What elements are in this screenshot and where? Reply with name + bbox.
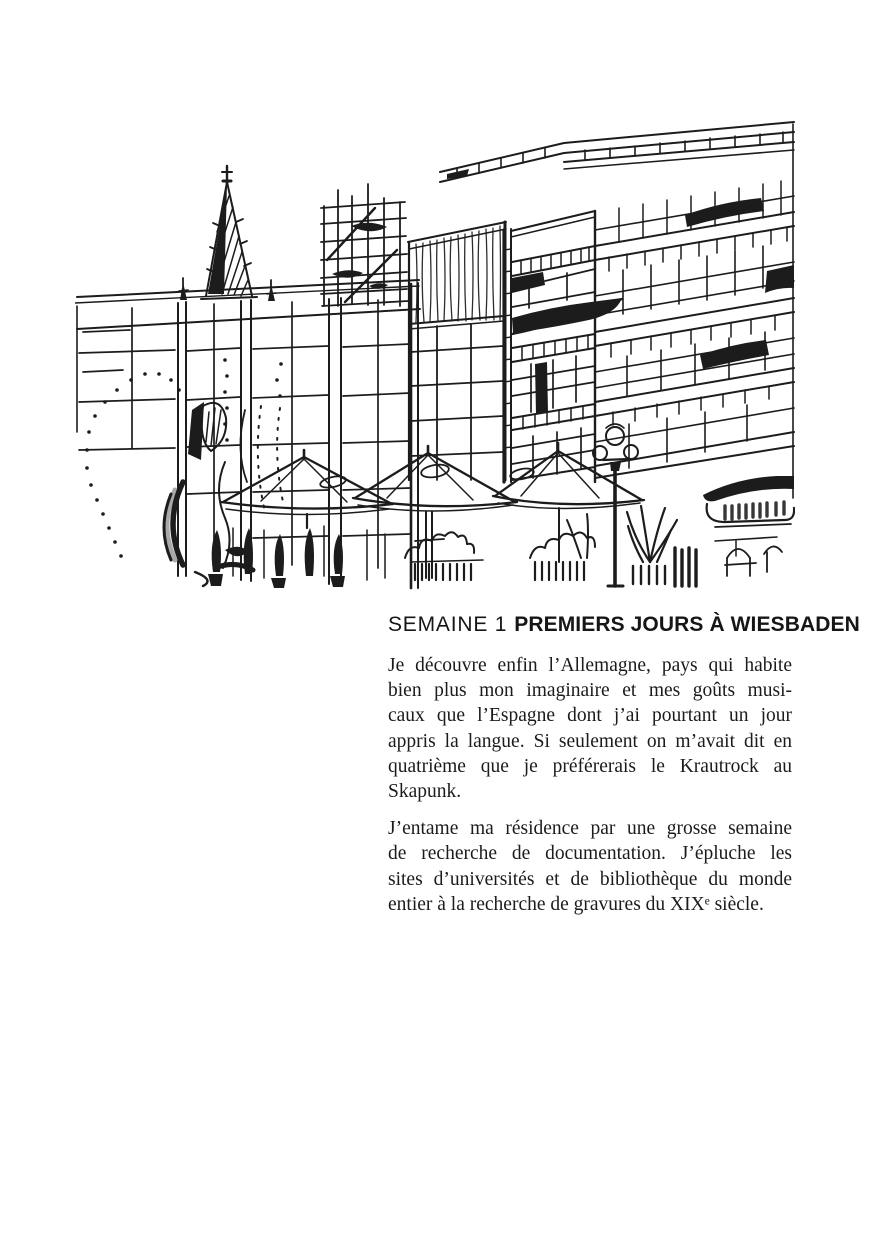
- paragraph-1: Je découvre enfin l’Allemagne, pays qui habite bien plus mon imaginaire et mes goûts musi- caux que l’Espagne dont j’ai pourtant un jour appris la langue. Si seulement on m’avait dit en quatrième que je préférerais le Krautrock au Skapunk.: [388, 655, 792, 803]
- paragraph-2: J’entame ma résidence par une grosse semaine de recherche de documentation. J’épluche les sites d’universités et de bibliothèque du monde entier à la recherche de gravures du XIXᵉ siècle.: [388, 818, 792, 915]
- journal-entry: [388, 612, 860, 929]
- section-heading: [388, 612, 860, 638]
- sketch-svg: [75, 110, 795, 590]
- wiesbaden-sketch-illustration: [75, 110, 795, 590]
- heading-week-label: SEMAINE 1: [388, 613, 508, 636]
- heading-title: PREMIERS JOURS À WIESBADEN: [514, 613, 860, 636]
